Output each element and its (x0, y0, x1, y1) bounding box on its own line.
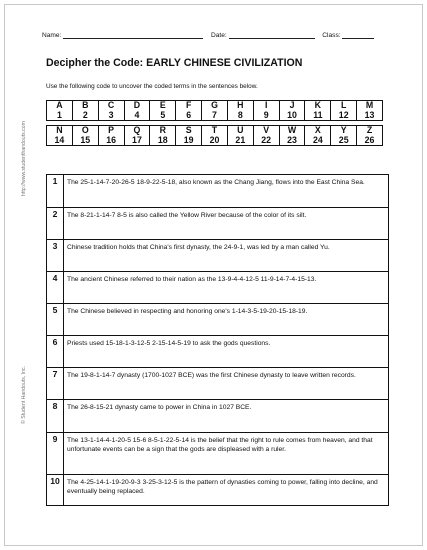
code-letter: X (305, 126, 331, 136)
code-number: 3 (98, 111, 124, 121)
code-letter: S (176, 126, 202, 136)
code-number: 25 (331, 136, 357, 146)
code-number: 17 (124, 136, 150, 146)
code-number: 1 (47, 111, 73, 121)
code-letter: R (150, 126, 176, 136)
code-letter: M (357, 101, 383, 111)
code-letter: U (227, 126, 253, 136)
code-number: 22 (253, 136, 279, 146)
code-letter: H (227, 101, 253, 111)
code-letter: O (72, 126, 98, 136)
question-text: The 8-21-1-14-7 8-5 is also called the Yellow River because of the color of its silt. (64, 208, 389, 240)
code-letter: T (202, 126, 228, 136)
code-letter: N (47, 126, 73, 136)
code-letter: F (176, 101, 202, 111)
question-number: 1 (47, 175, 64, 208)
question-number: 6 (47, 336, 64, 368)
name-field[interactable] (63, 31, 203, 39)
code-number: 14 (47, 136, 73, 146)
code-letter: K (305, 101, 331, 111)
question-text: The 13-1-14-4-1-20-5 15-6 8-5-1-22-5-14 is the belief that the right to rule comes from heaven, and that unfortunate events can be a sign that the gods are displeased with a ruler. (64, 433, 389, 475)
question-row (47, 368, 389, 400)
code-number: 21 (227, 136, 253, 146)
code-letter: I (253, 101, 279, 111)
question-number: 5 (47, 304, 64, 336)
code-number: 8 (227, 111, 253, 121)
question-number: 8 (47, 400, 64, 433)
question-text: The ancient Chinese referred to their nation as the 13-9-4-4-12-5 11-9-14-7-4-15-13. (64, 272, 389, 304)
questions-table (46, 174, 389, 506)
question-row (47, 400, 389, 433)
name-label: Name: (42, 32, 62, 39)
date-field[interactable] (229, 31, 315, 39)
question-row (47, 240, 389, 272)
code-number: 6 (176, 111, 202, 121)
code-letter: L (331, 101, 357, 111)
code-number: 11 (305, 111, 331, 121)
code-number-row (47, 111, 383, 121)
side-text-bottom: © Student Handouts, Inc. (21, 365, 27, 424)
code-number: 20 (202, 136, 228, 146)
code-number-row (47, 136, 383, 146)
code-letter: V (253, 126, 279, 136)
question-text: The 25-1-14-7-20-26-5 18-9-22-5-18, also known as the Chang Jiang, flows into the East China Sea. (64, 175, 389, 208)
code-number: 26 (357, 136, 383, 146)
class-label: Class: (322, 32, 341, 39)
code-number: 2 (72, 111, 98, 121)
question-text: The 26-8-15-21 dynasty came to power in China in 1027 BCE. (64, 400, 389, 433)
code-number: 24 (305, 136, 331, 146)
code-letter: Z (357, 126, 383, 136)
question-text: The Chinese believed in respecting and honoring one's 1-14-3-5-19-20-15-18-19. (64, 304, 389, 336)
question-number: 10 (47, 475, 64, 506)
question-number: 7 (47, 368, 64, 400)
code-letter: C (98, 101, 124, 111)
code-number: 15 (72, 136, 98, 146)
code-letter: J (279, 101, 305, 111)
question-text: Priests used 15-18-1-3-12-5 2-15-14-5-19 to ask the gods questions. (64, 336, 389, 368)
question-row (47, 433, 389, 475)
question-row (47, 272, 389, 304)
code-letter: D (124, 101, 150, 111)
code-number: 7 (202, 111, 228, 121)
page-title: Decipher the Code: EARLY CHINESE CIVILIZATION (46, 57, 303, 69)
code-number: 5 (150, 111, 176, 121)
question-number: 4 (47, 272, 64, 304)
question-number: 9 (47, 433, 64, 475)
question-row (47, 304, 389, 336)
code-letter: P (98, 126, 124, 136)
question-row (47, 175, 389, 208)
question-number: 3 (47, 240, 64, 272)
date-label: Date: (210, 32, 227, 39)
code-key-table (46, 100, 383, 146)
question-text: The 19-8-1-14-7 dynasty (1700-1027 BCE) was the first Chinese dynasty to leave written records. (64, 368, 389, 400)
code-letter: A (47, 101, 73, 111)
code-number: 9 (253, 111, 279, 121)
code-letter: W (279, 126, 305, 136)
code-letter: Y (331, 126, 357, 136)
code-letter: B (72, 101, 98, 111)
question-text: Chinese tradition holds that China's first dynasty, the 24-9-1, was led by a man called Yu. (64, 240, 389, 272)
code-number: 13 (357, 111, 383, 121)
code-letter: G (202, 101, 228, 111)
question-row (47, 336, 389, 368)
code-letter: E (150, 101, 176, 111)
class-field[interactable] (342, 31, 374, 39)
side-text-top: http://www.studenthandouts.com (21, 121, 27, 196)
header-fields (42, 31, 374, 39)
instructions: Use the following code to uncover the coded terms in the sentences below. (46, 83, 258, 90)
question-text: The 4-25-14-1-19-20-9-3 3-25-3-12-5 is the pattern of dynasties coming to power, falling into decline, and eventually being replaced. (64, 475, 389, 506)
question-number: 2 (47, 208, 64, 240)
code-number: 16 (98, 136, 124, 146)
question-row (47, 475, 389, 506)
code-number: 12 (331, 111, 357, 121)
code-number: 18 (150, 136, 176, 146)
code-number: 23 (279, 136, 305, 146)
code-letter: Q (124, 126, 150, 136)
code-number: 4 (124, 111, 150, 121)
code-number: 10 (279, 111, 305, 121)
question-row (47, 208, 389, 240)
code-number: 19 (176, 136, 202, 146)
